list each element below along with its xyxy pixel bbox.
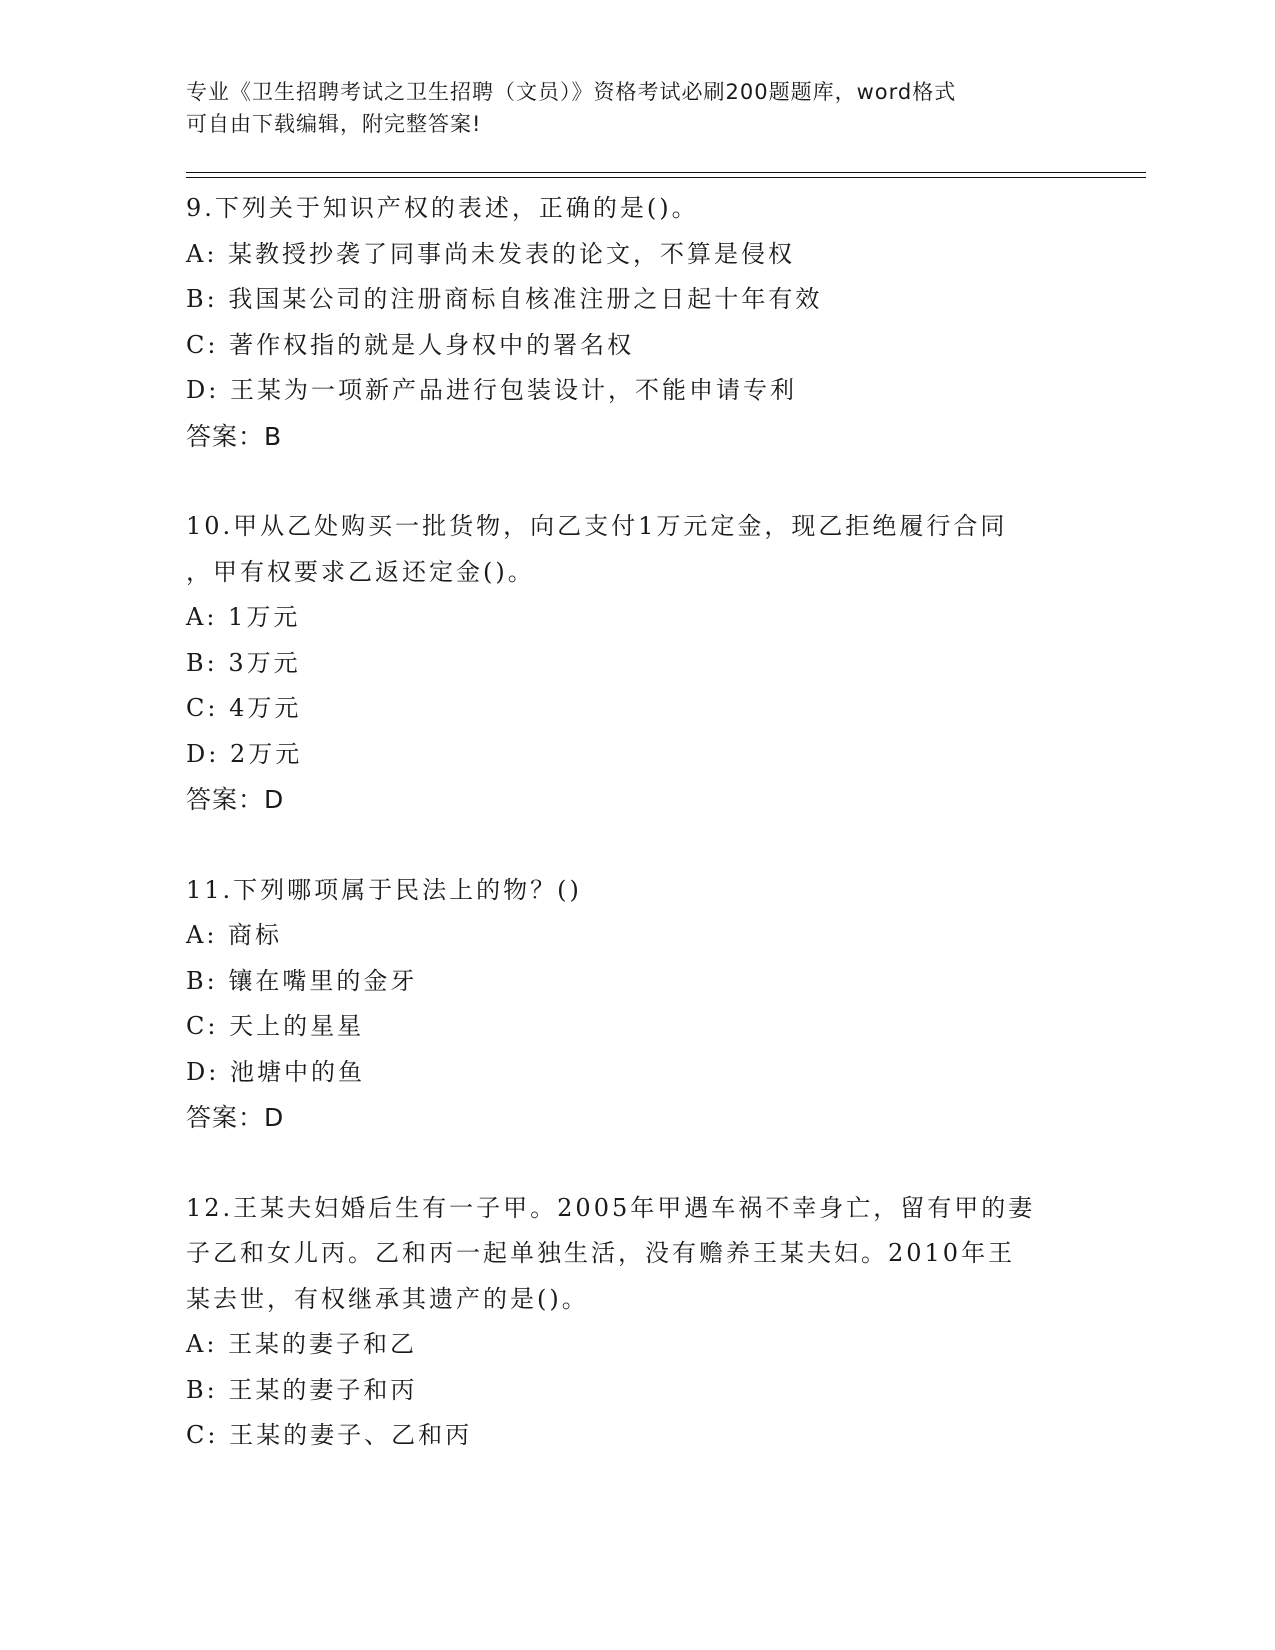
question-stem: 10.甲从乙处购买一批货物，向乙支付1万元定金，现乙拒绝履行合同: [186, 512, 1008, 540]
answer: 答案：B: [186, 421, 283, 451]
header-line-2: 可自由下载编辑，附完整答案!: [186, 112, 482, 136]
answer: 答案：D: [186, 785, 285, 814]
option-b: B: 镶在嘴里的金牙: [186, 966, 418, 995]
option-c: C: 4万元: [186, 694, 302, 722]
option-b: B: 我国某公司的注册商标自核准注册之日起十年有效: [186, 285, 823, 313]
option-a: A: 商标: [186, 921, 283, 949]
question-12: [186, 1186, 1146, 1459]
header-rule-top: [186, 172, 1146, 173]
option-d: D: 池塘中的鱼: [186, 1057, 365, 1086]
question-list: [186, 186, 1146, 1459]
question-9: [186, 186, 1146, 459]
question-stem: 子乙和女儿丙。乙和丙一起单独生活，没有赡养王某夫妇。2010年王: [186, 1239, 1016, 1267]
spacer: [186, 1141, 1146, 1186]
question-stem: 某去世，有权继承其遗产的是()。: [186, 1284, 589, 1313]
option-c: C: 王某的妻子、乙和丙: [186, 1421, 473, 1449]
answer: 答案：D: [186, 1103, 285, 1132]
option-a: A: 1万元: [186, 603, 301, 631]
option-c: C: 著作权指的就是人身权中的署名权: [186, 330, 635, 359]
option-b: B: 3万元: [186, 648, 301, 677]
question-stem: 11.下列哪项属于民法上的物？(): [186, 875, 582, 904]
option-c: C: 天上的星星: [186, 1012, 365, 1040]
option-a: A: 某教授抄袭了同事尚未发表的论文，不算是侵权: [186, 239, 796, 268]
question-stem: 9.下列关于知识产权的表述，正确的是()。: [186, 194, 699, 222]
spacer: [186, 459, 1146, 504]
question-stem: ，甲有权要求乙返还定金()。: [186, 557, 535, 586]
document-header: [186, 76, 1086, 140]
spacer: [186, 823, 1146, 868]
option-d: D: 2万元: [186, 739, 303, 768]
header-line-1: 专业《卫生招聘考试之卫生招聘（文员）》资格考试必刷200题题库，word格式: [186, 80, 957, 104]
option-a: A: 王某的妻子和乙: [186, 1330, 418, 1358]
question-11: [186, 868, 1146, 1141]
header-rule-bottom: [186, 177, 1146, 178]
option-b: B: 王某的妻子和丙: [186, 1375, 418, 1404]
question-10: [186, 504, 1146, 823]
option-d: D: 王某为一项新产品进行包装设计，不能申请专利: [186, 376, 797, 404]
question-stem: 12.王某夫妇婚后生有一子甲。2005年甲遇车祸不幸身亡，留有甲的妻: [186, 1193, 1036, 1222]
